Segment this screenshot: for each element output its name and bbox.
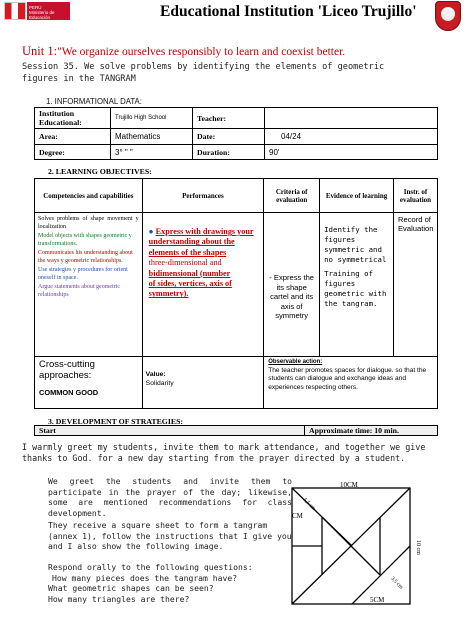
col-evidence: Evidence of learning — [320, 179, 394, 213]
competency-5: Argue statements about geometric relationships — [38, 284, 121, 298]
peru-flag-icon — [4, 2, 26, 20]
question-1: How many pieces does the tangram have? — [52, 572, 238, 583]
observable-label: Observable action: — [268, 359, 323, 365]
label-right: 10 cm — [415, 540, 421, 555]
objectives-table — [34, 178, 438, 409]
competency-2: Model objects with shapes geometric y transformations. — [38, 233, 132, 247]
teacher-label: Teacher: — [193, 108, 265, 129]
date-value: 04/24 — [265, 129, 438, 145]
label-diag1: 5,5 cm — [301, 497, 317, 513]
observable-text: The teacher promotes spaces for dialogue. so that the students can dialogue and exchange ideas and experiences respecting others. — [268, 366, 427, 391]
paragraph-1: We greet the students and invite them to participate in the prayer of the day; likewise, some are mentioned recommendations for class development. — [48, 476, 292, 518]
label-diag2: 3,5 cm — [389, 575, 405, 591]
label-bottom: 5CM — [370, 596, 385, 604]
duration-label: Duration: — [193, 145, 265, 160]
col-performances: Performances — [142, 179, 264, 213]
competency-1: Solves problems of shape movement y localization — [38, 216, 139, 230]
degree-value: 3° " " — [111, 145, 193, 160]
strategies-table — [34, 425, 438, 436]
evidence-1: Identify the figures symmetric and no symmetrical — [324, 225, 387, 264]
unit-label: Unit 1: — [22, 44, 58, 58]
evidence-cell — [320, 213, 394, 357]
col-criteria: Criteria of evaluation — [264, 179, 320, 213]
observable-action-cell — [264, 357, 438, 409]
strategies-heading: 3. DEVELOPMENT OF STRATEGIES: — [48, 417, 184, 426]
bullet-icon: ● — [148, 227, 156, 236]
session-title: Session 35. We solve problems by identifying the elements of geometric figures in the TANGRAM — [22, 62, 385, 84]
paragraph-2: They receive a square sheet to form a tangram (annex 1), follow the instructions that I give you and I also show the following image. — [48, 520, 292, 552]
greeting-paragraph: I warmly greet my students, invite them to mark attendance, and together we give thanks to God. for a new day starting from the prayer directed by a student. — [22, 442, 426, 463]
competency-4: Use strategies y procedures for orient oneself in space. — [38, 267, 128, 281]
objectives-heading: 2. LEARNING OBJECTIVES: — [48, 167, 152, 176]
unit-heading — [22, 44, 345, 59]
performance-3: bidimensional (number — [148, 268, 231, 278]
start-label: Start — [35, 426, 305, 436]
ministry-label: PERÚ Ministerio de Educación — [27, 2, 70, 20]
competency-3: Communicates his understanding about the ways y geometric relationships. — [38, 250, 133, 264]
duration-value: 90' — [265, 145, 438, 160]
label-cm: CM — [292, 512, 303, 520]
ministry-logo — [4, 2, 70, 20]
institution-label: Institution Educational: — [35, 108, 111, 129]
area-label: Area: — [35, 129, 111, 145]
tangram-diagram — [288, 480, 440, 610]
questions-block — [48, 562, 292, 604]
value-text: Solidarity — [145, 379, 174, 387]
document-title: Educational Institution 'Liceo Trujillo' — [160, 3, 417, 20]
informational-heading: 1. INFORMATIONAL DATA: — [46, 97, 142, 106]
value-cell — [142, 357, 264, 409]
performances-cell — [142, 213, 264, 357]
col-instrument: Instr. of evaluation — [393, 179, 437, 213]
date-label: Date: — [193, 129, 265, 145]
performance-1: Express with drawings your understanding about the elements of the shapes — [148, 227, 254, 257]
teacher-value — [265, 108, 438, 129]
school-crest-icon — [435, 1, 461, 31]
questions-intro: Respond orally to the following questions: — [48, 562, 253, 572]
degree-label: Degree: — [35, 145, 111, 160]
informational-table — [34, 107, 438, 160]
time-label: Approximate time: 10 min. — [305, 426, 438, 436]
question-2: What geometric shapes can be seen? — [48, 583, 214, 594]
unit-text: "We organize ourselves responsibly to learn and coexist better. — [57, 46, 346, 58]
cross-title: Cross-cutting approaches: — [39, 359, 95, 381]
performance-4: of sides, vertices, axis of symmetry). — [148, 279, 232, 299]
instrument-cell: Record of Evaluation — [393, 213, 437, 357]
area-value: Mathematics — [111, 129, 193, 145]
col-competencies: Competencies and capabilities — [35, 179, 143, 213]
label-top: 10CM — [340, 481, 358, 489]
institution-value: Trujillo High School — [111, 108, 193, 129]
cross-value: COMMON GOOD — [39, 388, 99, 397]
competencies-cell — [35, 213, 143, 357]
question-3: How many triangles are there? — [48, 593, 190, 604]
value-label: Value: — [145, 371, 166, 378]
cross-cutting-cell — [35, 357, 143, 409]
evidence-2: Training of figures geometric with the tangram. — [324, 269, 387, 308]
performance-2: three-dimensional and — [148, 258, 222, 268]
criteria-cell: - Express the its shape cartel and its axis of symmetry — [264, 213, 320, 357]
